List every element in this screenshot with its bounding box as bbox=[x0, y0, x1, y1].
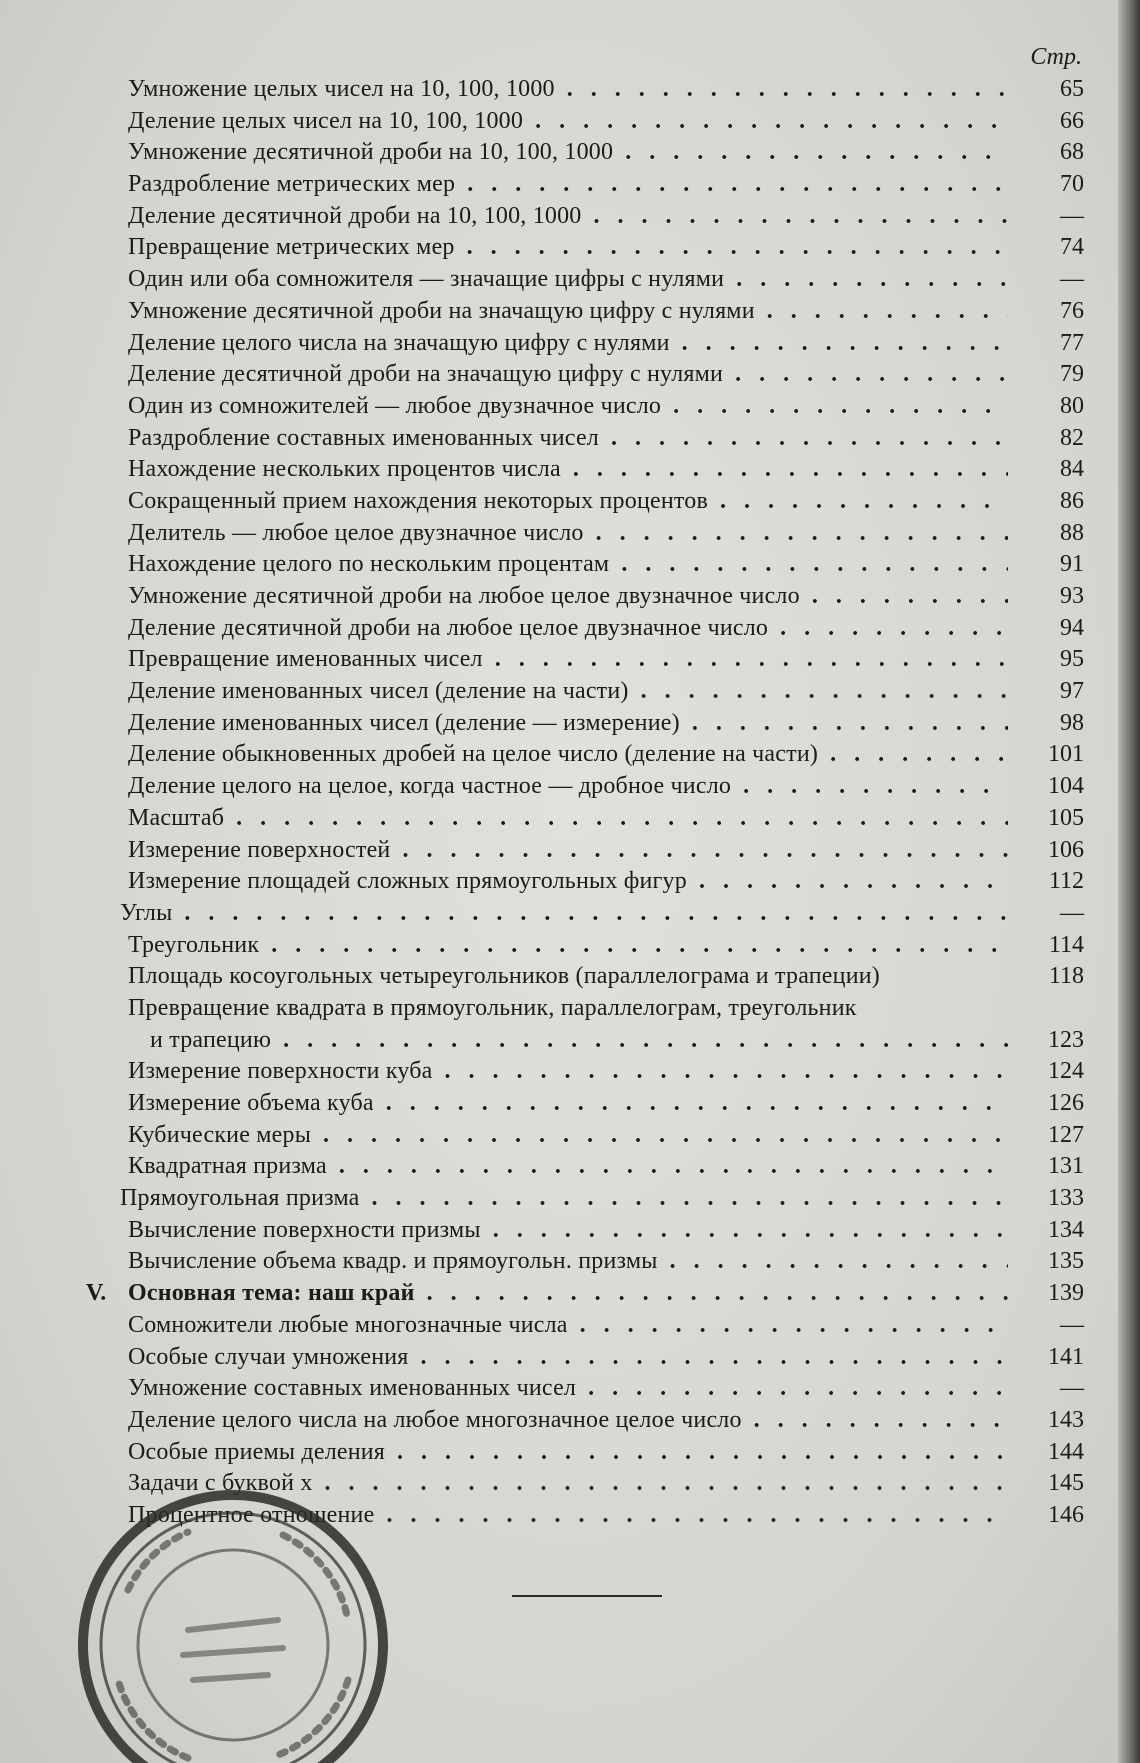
toc-title: Раздробление составных именованных чисел . . . bbox=[128, 423, 1008, 455]
toc-title: Площадь косоугольных четыреугольников (параллелограма и трапеции) bbox=[128, 963, 880, 990]
toc-row bbox=[0, 1246, 1140, 1278]
toc-row bbox=[0, 264, 1140, 296]
toc-row bbox=[0, 708, 1140, 740]
toc-row bbox=[0, 1342, 1140, 1374]
toc-page: 124 bbox=[1048, 1058, 1084, 1085]
toc-row bbox=[0, 1056, 1140, 1088]
section-page: 139 bbox=[1048, 1280, 1084, 1307]
toc-page: 127 bbox=[1048, 1121, 1084, 1148]
toc-title: Квадратная призма . . . bbox=[128, 1151, 1008, 1183]
toc-row bbox=[0, 1405, 1140, 1437]
toc-title: Деление целого числа на значащую цифру с нулями . . . bbox=[128, 328, 1008, 360]
toc-title: Сомножители любые многозначные числа . . . bbox=[128, 1310, 1008, 1342]
toc-row bbox=[0, 803, 1140, 835]
toc-title: Задачи с буквой x . . . bbox=[128, 1468, 1008, 1500]
toc-title: Умножение десятичной дроби на значащую цифру с нулями . . . bbox=[128, 296, 1008, 328]
toc-page: 143 bbox=[1048, 1406, 1084, 1433]
toc-title: Превращение именованных чисел . . . bbox=[128, 644, 1008, 676]
toc-title: Умножение составных именованных чисел . . . bbox=[128, 1373, 1008, 1405]
toc-row bbox=[0, 676, 1140, 708]
toc-row bbox=[0, 930, 1140, 962]
toc-page: 118 bbox=[1048, 963, 1084, 990]
toc-row bbox=[0, 898, 1140, 930]
toc-row bbox=[0, 454, 1140, 486]
toc-title: Превращение метрических мер . . . bbox=[128, 232, 1008, 264]
toc-page: 74 bbox=[1060, 234, 1084, 261]
toc-page: 112 bbox=[1048, 868, 1084, 895]
toc-row bbox=[0, 961, 1140, 993]
toc-title: Вычисление поверхности призмы . . . bbox=[128, 1215, 1008, 1247]
toc-page: — bbox=[1060, 202, 1084, 229]
section-heading-row bbox=[0, 1278, 1140, 1310]
toc-row bbox=[0, 866, 1140, 898]
toc-row bbox=[0, 201, 1140, 233]
toc-row bbox=[0, 613, 1140, 645]
toc-row bbox=[0, 169, 1140, 201]
toc-page: 106 bbox=[1048, 836, 1084, 863]
toc-row bbox=[0, 232, 1140, 264]
toc-page: 93 bbox=[1060, 583, 1084, 609]
toc-row bbox=[0, 1373, 1140, 1405]
toc-title: Деление десятичной дроби на значащую цифру с нулями . . . bbox=[128, 359, 1008, 391]
toc-page: 70 bbox=[1060, 171, 1084, 198]
toc-title: Деление десятичной дроби на 10, 100, 1000 . . . bbox=[128, 201, 1008, 233]
toc-page: 79 bbox=[1060, 361, 1084, 388]
toc-title: Деление именованных чисел (деление — измерение) . . . bbox=[128, 708, 1008, 740]
toc-page: 146 bbox=[1048, 1501, 1084, 1528]
toc-page: 95 bbox=[1060, 646, 1084, 673]
toc-title: Деление именованных чисел (деление на части) . . . bbox=[128, 676, 1008, 708]
toc-title: Умножение десятичной дроби на 10, 100, 1000 . . . bbox=[128, 137, 1008, 169]
toc-page: 94 bbox=[1060, 614, 1084, 641]
toc-row bbox=[0, 739, 1140, 771]
toc-page: 131 bbox=[1048, 1153, 1084, 1180]
toc-title: Деление целого на целое, когда частное — дробное число . . . bbox=[128, 771, 1008, 803]
toc-row bbox=[0, 391, 1140, 423]
toc-page: 76 bbox=[1060, 297, 1084, 324]
toc-row bbox=[0, 1025, 1140, 1057]
toc-row bbox=[0, 549, 1140, 581]
toc-row bbox=[0, 106, 1140, 138]
toc-page: 145 bbox=[1048, 1470, 1084, 1497]
toc-page: 104 bbox=[1048, 773, 1084, 800]
toc-row bbox=[0, 1437, 1140, 1469]
section-title: Основная тема: наш край . . . bbox=[128, 1278, 1008, 1310]
toc-title: Особые приемы деления . . . bbox=[128, 1437, 1008, 1469]
toc-row bbox=[0, 74, 1140, 106]
table-of-contents bbox=[0, 74, 1140, 1532]
toc-row bbox=[0, 993, 1140, 1025]
toc-row bbox=[0, 581, 1140, 613]
toc-page: 123 bbox=[1048, 1026, 1084, 1053]
toc-title: Один из сомножителей — любое двузначное число . . . bbox=[128, 391, 1008, 423]
toc-title: Нахождение целого по нескольким процентам . . . bbox=[128, 549, 1008, 581]
toc-title: и трапецию . . . bbox=[150, 1025, 1008, 1057]
toc-title: Треугольник . . . bbox=[128, 930, 1008, 962]
toc-row bbox=[0, 423, 1140, 455]
toc-title: Масштаб . . . bbox=[128, 803, 1008, 835]
toc-row bbox=[0, 835, 1140, 867]
toc-title: Кубические меры . . . bbox=[128, 1120, 1008, 1152]
section-number: V. bbox=[86, 1280, 107, 1307]
toc-row bbox=[0, 296, 1140, 328]
toc-title: Особые случаи умножения . . . bbox=[128, 1342, 1008, 1374]
toc-page: 133 bbox=[1048, 1185, 1084, 1212]
toc-page: 68 bbox=[1060, 139, 1084, 166]
toc-row bbox=[0, 1215, 1140, 1247]
toc-page: 101 bbox=[1048, 741, 1084, 768]
toc-page: — bbox=[1060, 266, 1084, 293]
toc-title: Сокращенный прием нахождения некоторых процентов . . . bbox=[128, 486, 1008, 518]
toc-title: Процентное отношение . . . bbox=[128, 1500, 1008, 1532]
toc-title: Измерение поверхностей . . . bbox=[128, 835, 1008, 867]
toc-title: Измерение площадей сложных прямоугольных фигур . . . bbox=[128, 866, 1008, 898]
toc-page: 77 bbox=[1060, 329, 1084, 356]
toc-title: Нахождение нескольких процентов числа . . . bbox=[128, 454, 1008, 486]
toc-page: 97 bbox=[1060, 678, 1084, 705]
toc-row bbox=[0, 518, 1140, 550]
toc-page: 144 bbox=[1048, 1438, 1084, 1465]
toc-page: 82 bbox=[1060, 424, 1084, 451]
toc-page: — bbox=[1060, 899, 1084, 926]
toc-title: Деление целых чисел на 10, 100, 1000 . . . bbox=[128, 106, 1008, 138]
toc-page: 86 bbox=[1060, 487, 1084, 514]
toc-title: Умножение целых чисел на 10, 100, 1000 . . . bbox=[128, 74, 1008, 106]
toc-page: 98 bbox=[1060, 709, 1084, 736]
toc-title: Вычисление объема квадр. и прямоугольн. призмы . . . bbox=[128, 1246, 1008, 1278]
toc-row bbox=[0, 137, 1140, 169]
toc-title: Превращение квадрата в прямоугольник, параллелограм, треугольник bbox=[128, 994, 857, 1021]
toc-row bbox=[0, 644, 1140, 676]
toc-row bbox=[0, 359, 1140, 391]
toc-page: 91 bbox=[1060, 551, 1084, 578]
toc-page: — bbox=[1060, 1375, 1084, 1402]
toc-row bbox=[0, 771, 1140, 803]
toc-page: — bbox=[1060, 1311, 1084, 1338]
end-rule bbox=[512, 1595, 662, 1597]
toc-row bbox=[0, 1120, 1140, 1152]
toc-page: 88 bbox=[1060, 519, 1084, 546]
toc-page: 105 bbox=[1048, 804, 1084, 831]
toc-row bbox=[0, 486, 1140, 518]
toc-title: Деление десятичной дроби на любое целое двузначное число . . . bbox=[128, 613, 1008, 645]
toc-title: Делитель — любое целое двузначное число . . . bbox=[128, 518, 1008, 550]
toc-page: 114 bbox=[1048, 931, 1084, 958]
toc-page: 126 bbox=[1048, 1090, 1084, 1116]
toc-title: Прямоугольная призма . . . bbox=[120, 1183, 1008, 1215]
toc-title: Деление целого числа на любое многозначное целое число . . . bbox=[128, 1405, 1008, 1437]
toc-row bbox=[0, 328, 1140, 360]
library-stamp-icon bbox=[68, 1480, 398, 1763]
toc-page: 134 bbox=[1048, 1216, 1084, 1243]
toc-page: 84 bbox=[1060, 456, 1084, 483]
toc-page: 135 bbox=[1048, 1248, 1084, 1275]
toc-row bbox=[0, 1183, 1140, 1215]
toc-title: Раздробление метрических мер . . . bbox=[128, 169, 1008, 201]
toc-title: Один или оба сомножителя — значащие цифры с нулями . . . bbox=[128, 264, 1008, 296]
page-column-label: Стр. bbox=[1030, 44, 1082, 70]
toc-title: Деление обыкновенных дробей на целое число (деление на части) . . . bbox=[128, 739, 1008, 771]
toc-page: 65 bbox=[1060, 76, 1084, 102]
toc-title: Умножение десятичной дроби на любое целое двузначное число . . . bbox=[128, 581, 1008, 613]
toc-title: Измерение поверхности куба . . . bbox=[128, 1056, 1008, 1088]
toc-title: Измерение объема куба . . . bbox=[128, 1088, 1008, 1120]
toc-row bbox=[0, 1088, 1140, 1120]
toc-row bbox=[0, 1151, 1140, 1183]
toc-row bbox=[0, 1310, 1140, 1342]
toc-page: 66 bbox=[1060, 107, 1084, 134]
toc-page: 141 bbox=[1048, 1343, 1084, 1370]
toc-page: 80 bbox=[1060, 392, 1084, 419]
toc-title: Углы . . . bbox=[120, 898, 1008, 930]
